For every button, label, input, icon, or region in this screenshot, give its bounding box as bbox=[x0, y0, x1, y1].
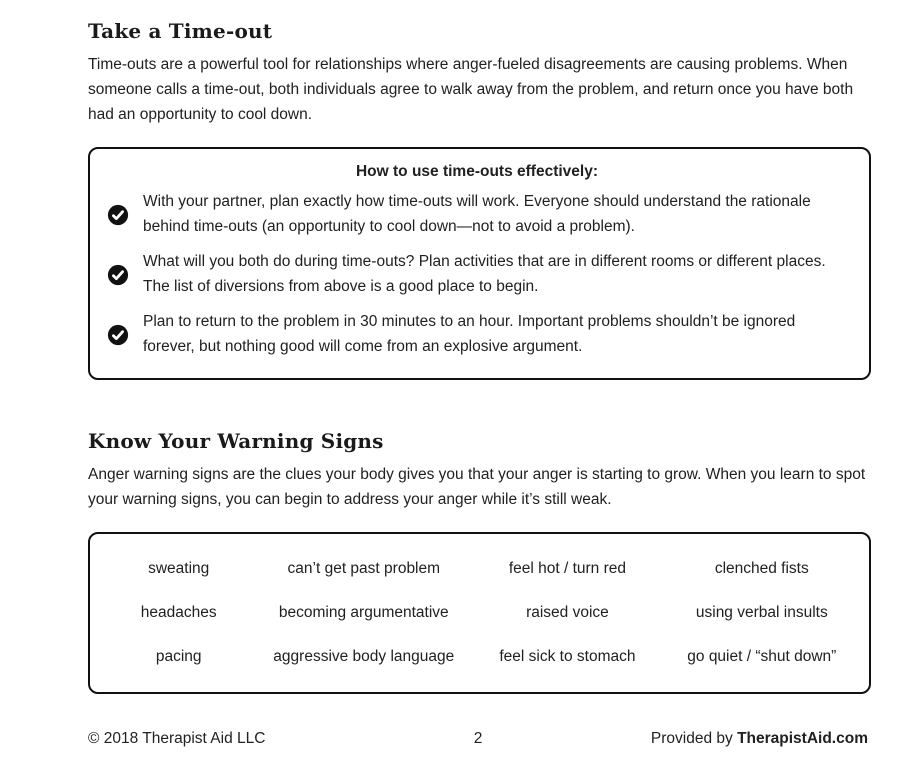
timeout-tip-item bbox=[107, 190, 847, 239]
page-number: 2 bbox=[473, 730, 483, 747]
timeout-tip-text: What will you both do during time-outs? Plan activities that are in different rooms or different places. The list of diversions from above is a good place to begin. bbox=[143, 253, 826, 295]
warning-sign: becoming argumentative bbox=[278, 604, 449, 621]
timeout-tip-text: With your partner, plan exactly how time-outs will work. Everyone should understand the rationale behind time-outs (an opportunity to cool down—not to avoid a problem). bbox=[143, 193, 811, 235]
section2-intro: Anger warning signs are the clues your body gives you that your anger is starting to grow. When you learn to spot your warning signs, you can begin to address your anger while it’s still weak. bbox=[88, 466, 866, 508]
brand-name: TherapistAid.com bbox=[737, 730, 868, 747]
section1-intro: Time-outs are a powerful tool for relationships where anger-fueled disagreements are causing problems. When someone calls a time-out, both individuals agree to walk away from the problem, and return once you have both had an opportunity to cool down. bbox=[88, 56, 854, 123]
warning-sign: feel hot / turn red bbox=[508, 560, 627, 577]
provided-by-text bbox=[482, 730, 868, 748]
warning-sign: sweating bbox=[148, 560, 210, 577]
section2-title: Know Your Warning Signs bbox=[88, 429, 384, 453]
warning-sign: go quiet / “shut down” bbox=[687, 648, 837, 665]
warning-sign: can’t get past problem bbox=[287, 560, 441, 577]
timeout-tip-item bbox=[107, 250, 847, 299]
warning-sign: aggressive body language bbox=[273, 648, 455, 665]
warning-sign: using verbal insults bbox=[695, 604, 828, 621]
warning-sign: raised voice bbox=[526, 604, 609, 621]
check-circle-icon bbox=[107, 204, 129, 226]
warning-sign: clenched fists bbox=[714, 560, 809, 577]
warning-sign: pacing bbox=[155, 648, 202, 665]
copyright-text: © 2018 Therapist Aid LLC bbox=[88, 730, 266, 747]
provided-by-prefix: Provided by bbox=[650, 730, 738, 747]
check-circle-icon bbox=[107, 324, 129, 346]
timeout-tip-text: Plan to return to the problem in 30 minutes to an hour. Important problems shouldn’t be ignored forever, but nothing good will come from an explosive argument. bbox=[143, 313, 796, 355]
check-circle-icon bbox=[107, 264, 129, 286]
warning-sign: headaches bbox=[140, 604, 217, 621]
warning-sign: feel sick to stomach bbox=[499, 648, 636, 665]
section1-title: Take a Time-out bbox=[88, 19, 273, 43]
timeout-tip-item bbox=[107, 310, 847, 359]
warning-signs-grid bbox=[100, 547, 859, 679]
timeout-box-heading: How to use time-outs effectively: bbox=[355, 163, 598, 180]
page-footer bbox=[88, 730, 868, 748]
timeout-tips-box bbox=[88, 147, 871, 380]
warning-signs-box bbox=[88, 532, 871, 694]
